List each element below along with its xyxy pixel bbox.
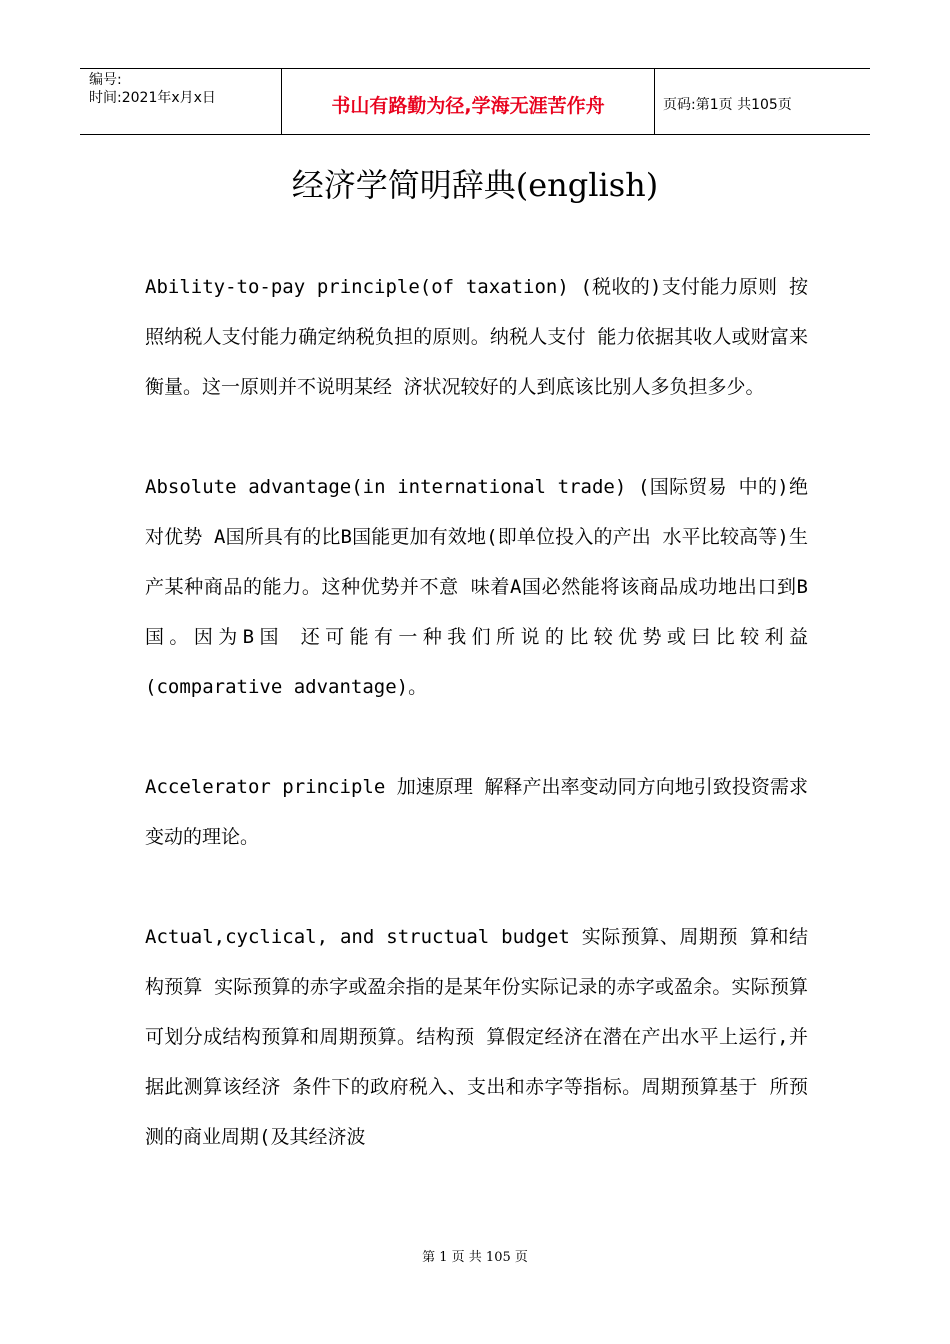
date-line: 时间:2021年x月x日 bbox=[89, 90, 216, 106]
entry-ability-to-pay: Ability-to-pay principle(of taxation) (税收的)支付能力原则 按照纳税人支付能力确定纳税负担的原则。纳税人支付 能力依据其收人或财富来衡量。这一原则并不说明某经 济状况较好的人到底该比别人多负担多少。 bbox=[145, 276, 808, 398]
entry-accelerator-principle: Accelerator principle 加速原理 解释产出率变动同方向地引致投资需求变动的理论。 bbox=[145, 776, 808, 848]
motto-text: 书山有路勤为径,学海无涯苦作舟 bbox=[331, 95, 605, 117]
motto-cell bbox=[282, 69, 655, 134]
page-indicator: 页码:第1页 共105页 bbox=[663, 96, 792, 113]
header-table bbox=[80, 68, 870, 135]
header-meta-cell bbox=[80, 69, 282, 134]
document-body bbox=[145, 262, 808, 1212]
document-title: 经济学简明辞典(english) bbox=[291, 166, 659, 204]
page-indicator-cell bbox=[655, 69, 870, 134]
page-footer: 第 1 页 共 105 页 bbox=[422, 1250, 528, 1265]
entry-absolute-advantage: Absolute advantage(in international trade) (国际贸易 中的)绝对优势 A国所具有的比B国能更加有效地(即单位投入的产出 水平比较高等)生产某种商品的能力。这种优势并不意 味着A国必然能将该商品成功地出口到B国。因为B国 还可能有一种我们所说的比较优势或曰比较利益 (comparative advantage)。 bbox=[145, 476, 808, 698]
entry-actual-cyclical-structural-budget: Actual,cyclical, and structual budget 实际预算、周期预 算和结构预算 实际预算的赤字或盈余指的是某年份实际记录的赤字或盈余。实际预算可划分成结构预算和周期预算。结构预 算假定经济在潜在产出水平上运行,并据此测算该经济 条件下的政府税入、支出和赤字等指标。周期预算基于 所预测的商业周期(及其经济波 bbox=[145, 926, 808, 1148]
doc-number-label: 编号: bbox=[89, 72, 122, 88]
